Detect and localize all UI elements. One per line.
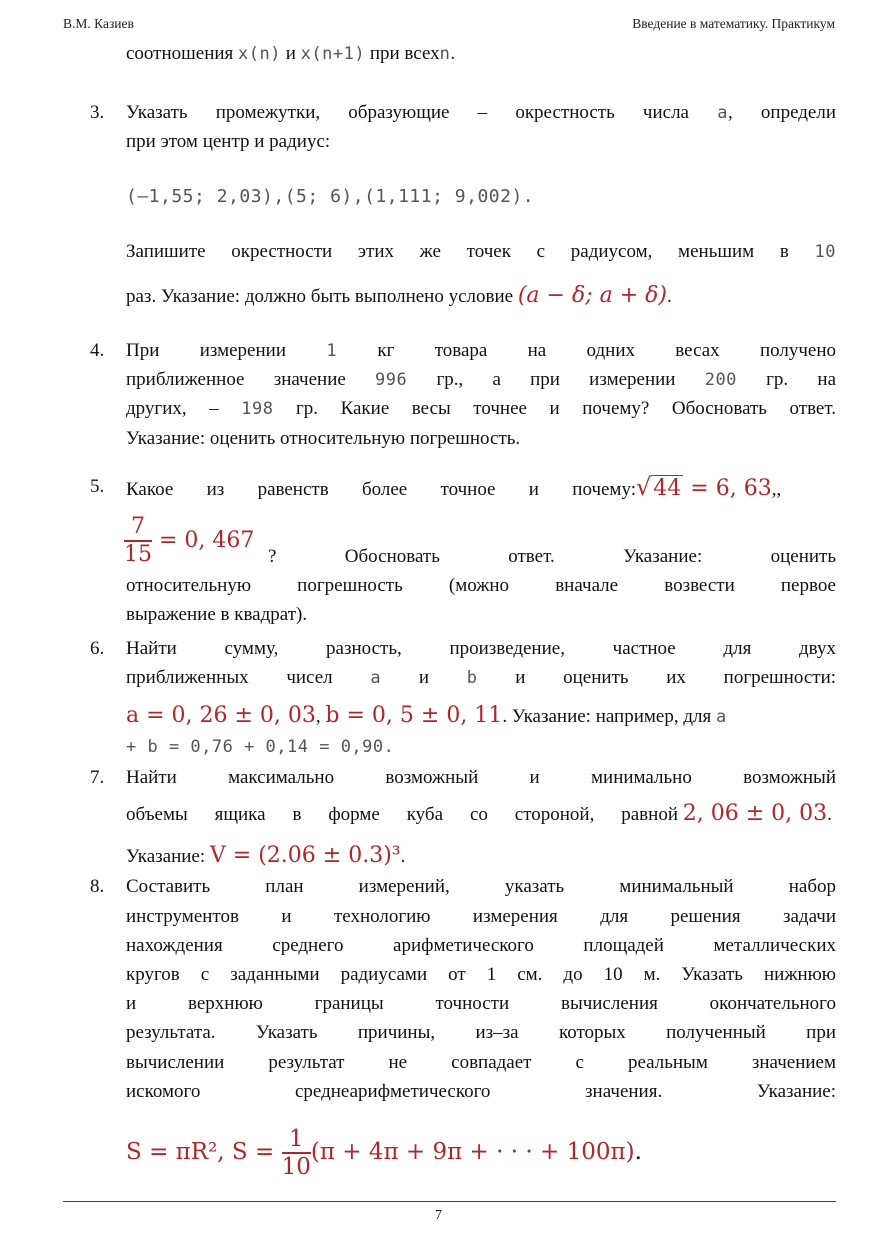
text: Какое из равенств более точное и почему: bbox=[126, 479, 636, 500]
item-8-line: результата. Указать причины, из–за которых полученный при bbox=[126, 1022, 836, 1043]
text: гр. Какие весы точнее и почему? Обосновать ответ. bbox=[295, 398, 836, 419]
frac-value: = 0, 467 bbox=[159, 528, 255, 553]
item-5-line-2: ? Обосновать ответ. Указание: оценить bbox=[268, 546, 836, 567]
text: , определи bbox=[727, 102, 836, 123]
continuation-line bbox=[126, 43, 836, 65]
formula-part: (π + 4π + 9π + · · · + 100π) bbox=[310, 1139, 635, 1165]
text: раз. Указание: должно быть выполнено условие bbox=[126, 286, 514, 307]
code-a: a bbox=[370, 668, 382, 688]
item-6-line-4: + b = 0,76 + 0,14 = 0,90. bbox=[126, 737, 395, 757]
footer-rule bbox=[63, 1201, 836, 1202]
math-volume: V = (2.06 ± 0.3)³ bbox=[209, 843, 401, 868]
header-author: В.М. Казиев bbox=[63, 16, 134, 31]
text: других, – bbox=[126, 398, 219, 419]
item-5-number: 5. bbox=[90, 476, 105, 497]
item-6-line-2 bbox=[126, 667, 836, 689]
math-neighborhood: (a − δ; a + δ) bbox=[517, 283, 667, 308]
text: при всех bbox=[369, 43, 440, 64]
code-b: b bbox=[466, 668, 478, 688]
frac-denominator: 15 bbox=[124, 542, 152, 567]
item-8-line: и верхнюю границы точности вычисления окончательного bbox=[126, 993, 836, 1014]
text: При измерении bbox=[126, 340, 286, 361]
text: приближенное значение bbox=[126, 369, 346, 390]
frac-denominator: 10 bbox=[281, 1154, 311, 1180]
text: и bbox=[285, 43, 296, 64]
item-5-line-4: выражение в квадрат). bbox=[126, 604, 308, 625]
item-3-line-5 bbox=[126, 285, 836, 308]
code-n: n bbox=[439, 44, 451, 64]
item-6-number: 6. bbox=[90, 638, 105, 659]
text: . bbox=[666, 286, 672, 307]
text: ,, bbox=[771, 479, 782, 500]
item-6-line-1: Найти сумму, разность, произведение, частное для двух bbox=[126, 638, 836, 659]
code-xn: x(n) bbox=[238, 44, 281, 64]
math-a: a = 0, 26 ± 0, 03 bbox=[126, 703, 316, 728]
item-8-line: искомого среднеарифметического значения. Указание: bbox=[126, 1081, 836, 1102]
code-996: 996 bbox=[375, 370, 408, 390]
code-198: 198 bbox=[241, 399, 274, 419]
math-fraction-7-15 bbox=[124, 514, 254, 568]
item-5-line-3: относительную погрешность (можно вначале возвести первое bbox=[126, 575, 836, 596]
item-4-line-2 bbox=[126, 369, 836, 391]
text: соотношения bbox=[126, 43, 234, 64]
item-6-line-3 bbox=[126, 705, 836, 728]
item-7-line-3 bbox=[126, 845, 836, 868]
text: объемы ящика в форме куба со стороной, равной bbox=[126, 804, 678, 825]
code-200: 200 bbox=[704, 370, 737, 390]
text: Указание: bbox=[126, 846, 206, 867]
text: гр. на bbox=[766, 369, 836, 390]
item-8-line: инструментов и технологию измерения для решения задачи bbox=[126, 906, 836, 927]
text: . Указание: например, для bbox=[502, 706, 712, 727]
math-sqrt: √44 = 6, 63 bbox=[636, 473, 772, 501]
item-7-line-2 bbox=[126, 803, 836, 826]
math-side: 2, 06 ± 0, 03 bbox=[682, 801, 828, 826]
code-a: a bbox=[717, 103, 728, 123]
item-7-number: 7. bbox=[90, 767, 105, 788]
text: и оценить их погрешности: bbox=[515, 667, 837, 688]
item-3-number: 3. bbox=[90, 102, 105, 123]
item-3-line-2: при этом центр и радиус: bbox=[126, 131, 331, 152]
item-8-line: вычислении результат не совпадает с реальным значением bbox=[126, 1052, 836, 1073]
item-7-line-1: Найти максимально возможный и минимально возможный bbox=[126, 767, 836, 788]
sqrt-radicand: 44 bbox=[653, 476, 682, 501]
page-number: 7 bbox=[435, 1207, 442, 1222]
item-8-line: нахождения среднего арифметического площадей металлических bbox=[126, 935, 836, 956]
item-3-line-1 bbox=[126, 102, 836, 124]
code-1: 1 bbox=[326, 341, 338, 361]
text: . bbox=[400, 846, 406, 867]
code-10: 10 bbox=[814, 242, 836, 262]
item-4-line-4: Указание: оценить относительную погрешность. bbox=[126, 428, 521, 449]
sqrt-value: = 6, 63 bbox=[690, 476, 772, 501]
item-5-line-1 bbox=[126, 473, 836, 501]
text: гр., а при измерении bbox=[436, 369, 676, 390]
math-b: b = 0, 5 ± 0, 11 bbox=[325, 703, 503, 728]
text: . bbox=[634, 1139, 642, 1165]
item-4-line-3 bbox=[126, 398, 836, 420]
item-8-number: 8. bbox=[90, 876, 105, 897]
item-8-line: Составить план измерений, указать минимальный набор bbox=[126, 876, 836, 897]
text: . bbox=[450, 43, 456, 64]
code-xn1: x(n+1) bbox=[300, 44, 366, 64]
text: , bbox=[315, 706, 321, 727]
code-a: a bbox=[716, 707, 727, 727]
text: Указать промежутки, образующие – окрестность числа bbox=[126, 102, 689, 123]
item-4-line-1 bbox=[126, 340, 836, 362]
item-4-number: 4. bbox=[90, 340, 105, 361]
frac-numerator: 1 bbox=[282, 1126, 311, 1154]
math-area-formula bbox=[126, 1126, 642, 1180]
header-title: Введение в математику. Практикум bbox=[632, 16, 835, 31]
text: Запишите окрестности этих же точек с радиусом, меньшим в bbox=[126, 241, 789, 262]
frac-numerator: 7 bbox=[124, 514, 152, 542]
item-8-line: кругов с заданными радиусами от 1 см. до 10 м. Указать нижнюю bbox=[126, 964, 836, 985]
item-3-line-4 bbox=[126, 241, 836, 263]
text: . bbox=[827, 804, 832, 825]
text: и bbox=[418, 667, 430, 688]
formula-part: S = πR², S = bbox=[126, 1139, 275, 1165]
text: приближенных чисел bbox=[126, 667, 333, 688]
item-3-intervals: (—1,55; 2,03),(5; 6),(1,111; 9,002). bbox=[126, 186, 535, 207]
text: кг товара на одних весах получено bbox=[377, 340, 837, 361]
